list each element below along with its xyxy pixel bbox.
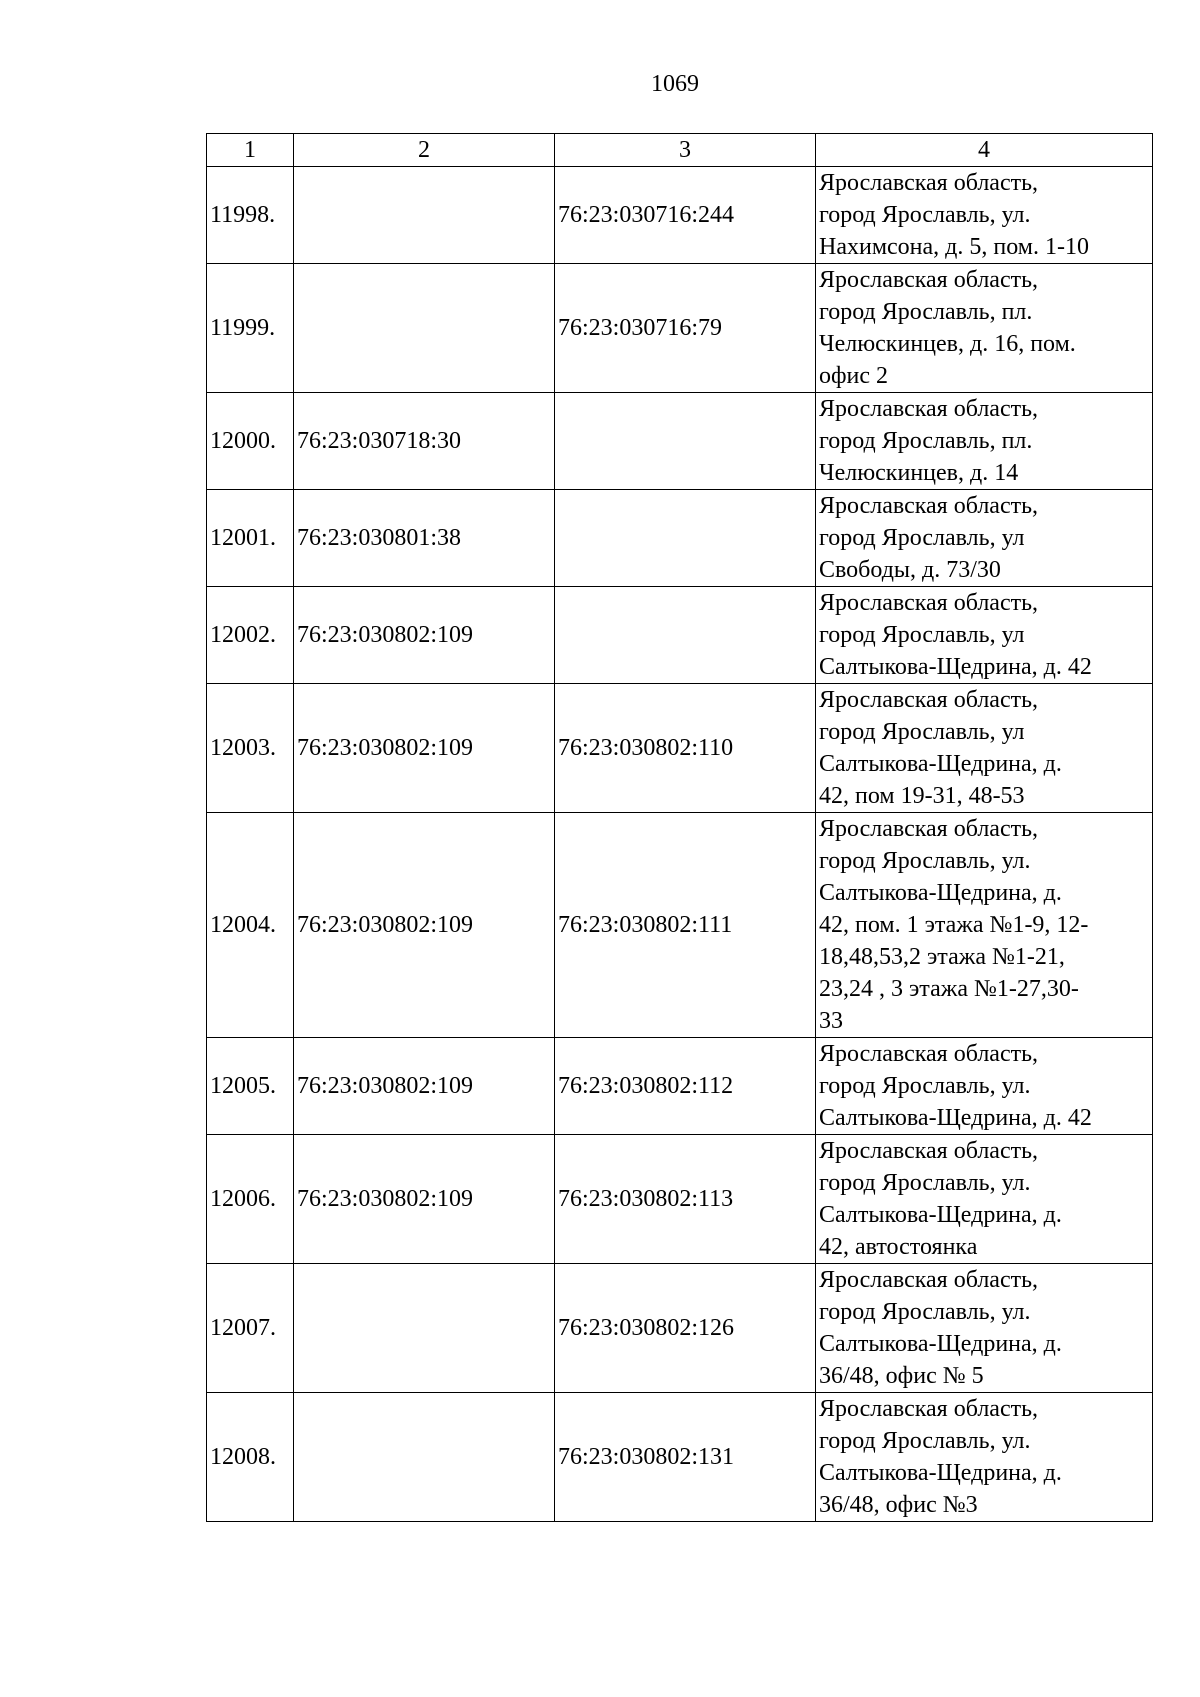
address-line: Ярославская область,: [819, 493, 1039, 519]
table-row: [207, 813, 1153, 1038]
cadastral-number-cell: [294, 1393, 555, 1522]
address-line: Ярославская область,: [819, 1267, 1039, 1293]
address-line: Ярославская область,: [819, 267, 1039, 293]
table-header-row: [207, 134, 1153, 167]
address-line: город Ярославль, ул.: [819, 1073, 1031, 1099]
row-number-cell: 12005.: [207, 1038, 294, 1135]
cadastral-number-cell: [294, 264, 555, 393]
address-line: город Ярославль, ул: [819, 719, 1025, 745]
cadastral-number-cell: 76:23:030801:38: [294, 490, 555, 587]
address-line: город Ярославль, пл.: [819, 299, 1033, 325]
address-line: город Ярославль, ул: [819, 622, 1025, 648]
row-number-cell: 12007.: [207, 1264, 294, 1393]
premises-cadastral-number-cell: 76:23:030802:112: [555, 1038, 816, 1135]
address-line: город Ярославль, ул.: [819, 1428, 1031, 1454]
premises-cadastral-number-cell: [555, 587, 816, 684]
address-line: Салтыкова-Щедрина, д.: [819, 1331, 1062, 1357]
table-row: [207, 167, 1153, 264]
header-cell-3: 3: [555, 134, 816, 167]
address-line: Нахимсона, д. 5, пом. 1-10: [819, 234, 1089, 260]
table-row: [207, 1264, 1153, 1393]
cadastral-number-cell: [294, 1264, 555, 1393]
address-line: Челюскинцев, д. 16, пом.: [819, 331, 1076, 357]
premises-cadastral-number-cell: 76:23:030802:110: [555, 684, 816, 813]
address-line: 36/48, офис № 5: [819, 1363, 984, 1389]
address-line: 23,24 , 3 этажа №1-27,30-: [819, 976, 1079, 1002]
cadastral-number-cell: [294, 167, 555, 264]
address-line: Салтыкова-Щедрина, д.: [819, 1460, 1062, 1486]
row-number-cell: 12004.: [207, 813, 294, 1038]
row-number-cell: 11999.: [207, 264, 294, 393]
address-cell: [816, 684, 1153, 813]
address-line: Салтыкова-Щедрина, д.: [819, 1202, 1062, 1228]
address-line: Салтыкова-Щедрина, д. 42: [819, 654, 1092, 680]
registry-table: [206, 133, 1153, 1522]
address-line: Ярославская область,: [819, 816, 1039, 842]
header-cell-1: 1: [207, 134, 294, 167]
address-line: Ярославская область,: [819, 1396, 1039, 1422]
cadastral-number-cell: 76:23:030802:109: [294, 684, 555, 813]
cadastral-number-cell: 76:23:030718:30: [294, 393, 555, 490]
row-number-cell: 12002.: [207, 587, 294, 684]
address-line: офис 2: [819, 363, 889, 389]
address-line: 33: [819, 1008, 843, 1034]
premises-cadastral-number-cell: [555, 490, 816, 587]
header-cell-4: 4: [816, 134, 1153, 167]
address-line: город Ярославль, ул.: [819, 848, 1031, 874]
address-cell: [816, 813, 1153, 1038]
row-number-cell: 11998.: [207, 167, 294, 264]
address-cell: [816, 490, 1153, 587]
address-line: 42, пом. 1 этажа №1-9, 12-: [819, 912, 1089, 938]
cadastral-number-cell: 76:23:030802:109: [294, 1038, 555, 1135]
address-line: Ярославская область,: [819, 687, 1039, 713]
row-number-cell: 12003.: [207, 684, 294, 813]
premises-cadastral-number-cell: 76:23:030802:131: [555, 1393, 816, 1522]
address-line: Ярославская область,: [819, 1138, 1039, 1164]
address-line: город Ярославль, пл.: [819, 428, 1033, 454]
page-number: 1069: [651, 71, 699, 97]
address-cell: [816, 587, 1153, 684]
premises-cadastral-number-cell: 76:23:030716:244: [555, 167, 816, 264]
premises-cadastral-number-cell: 76:23:030802:111: [555, 813, 816, 1038]
row-number-cell: 12000.: [207, 393, 294, 490]
address-cell: [816, 1135, 1153, 1264]
table-row: [207, 393, 1153, 490]
address-line: Ярославская область,: [819, 170, 1039, 196]
address-line: 42, пом 19-31, 48-53: [819, 783, 1025, 809]
cadastral-number-cell: 76:23:030802:109: [294, 587, 555, 684]
address-line: город Ярославль, ул.: [819, 1299, 1031, 1325]
table-row: [207, 1038, 1153, 1135]
address-cell: [816, 167, 1153, 264]
table-row: [207, 264, 1153, 393]
table-row: [207, 1393, 1153, 1522]
address-line: Салтыкова-Щедрина, д.: [819, 880, 1062, 906]
address-line: Ярославская область,: [819, 590, 1039, 616]
address-line: 18,48,53,2 этажа №1-21,: [819, 944, 1065, 970]
address-cell: [816, 1393, 1153, 1522]
table-row: [207, 684, 1153, 813]
row-number-cell: 12006.: [207, 1135, 294, 1264]
address-line: город Ярославль, ул.: [819, 202, 1031, 228]
address-line: город Ярославль, ул: [819, 525, 1025, 551]
address-line: Свободы, д. 73/30: [819, 557, 1001, 583]
address-cell: [816, 1038, 1153, 1135]
table-row: [207, 1135, 1153, 1264]
address-line: Ярославская область,: [819, 1041, 1039, 1067]
premises-cadastral-number-cell: [555, 393, 816, 490]
address-cell: [816, 393, 1153, 490]
address-line: Салтыкова-Щедрина, д.: [819, 751, 1062, 777]
cadastral-number-cell: 76:23:030802:109: [294, 1135, 555, 1264]
address-line: 36/48, офис №3: [819, 1492, 978, 1518]
premises-cadastral-number-cell: 76:23:030802:126: [555, 1264, 816, 1393]
address-cell: [816, 1264, 1153, 1393]
address-line: 42, автостоянка: [819, 1234, 978, 1260]
table-row: [207, 587, 1153, 684]
registry-table-body: [207, 134, 1153, 1522]
header-cell-2: 2: [294, 134, 555, 167]
row-number-cell: 12001.: [207, 490, 294, 587]
address-line: Челюскинцев, д. 14: [819, 460, 1019, 486]
table-row: [207, 490, 1153, 587]
row-number-cell: 12008.: [207, 1393, 294, 1522]
address-line: Ярославская область,: [819, 396, 1039, 422]
address-line: город Ярославль, ул.: [819, 1170, 1031, 1196]
cadastral-number-cell: 76:23:030802:109: [294, 813, 555, 1038]
address-cell: [816, 264, 1153, 393]
premises-cadastral-number-cell: 76:23:030716:79: [555, 264, 816, 393]
address-line: Салтыкова-Щедрина, д. 42: [819, 1105, 1092, 1131]
premises-cadastral-number-cell: 76:23:030802:113: [555, 1135, 816, 1264]
